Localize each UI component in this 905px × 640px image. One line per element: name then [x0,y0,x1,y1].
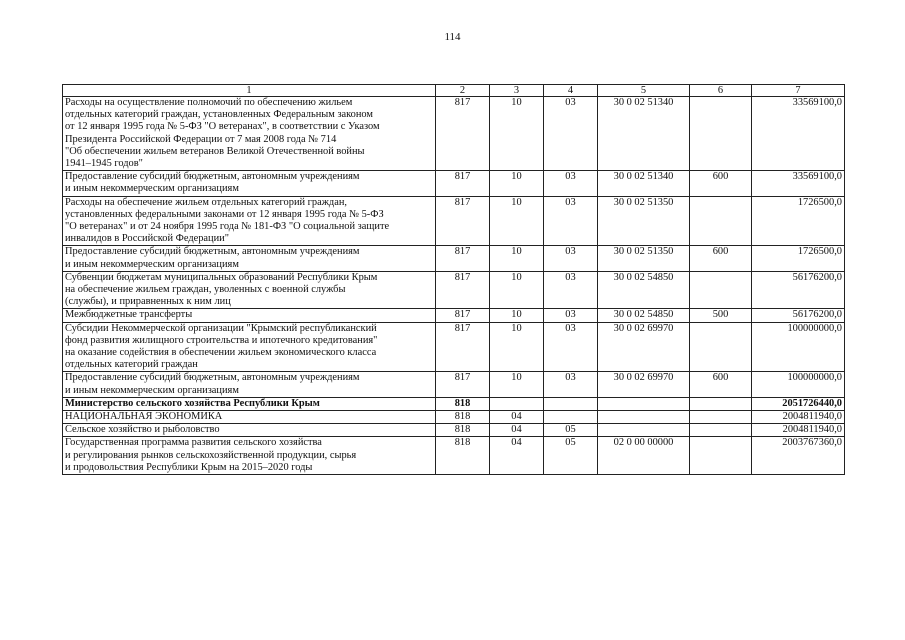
item-name-cell [63,246,436,271]
subsection-code-cell: 03 [544,97,598,171]
item-name-line: и регулирования рынков сельскохозяйственной продукции, сырья [65,449,357,461]
amount-cell: 1726500,0 [752,196,845,246]
subsection-code-cell: 03 [544,309,598,322]
amount-cell: 100000000,0 [752,372,845,397]
item-name-line: на обеспечение жильем граждан, уволенных с военной службы [65,284,346,296]
target-article-cell: 30 0 02 69970 [598,322,690,372]
amount-cell: 2004811940,0 [752,424,845,437]
item-name-line: Субсидии Некоммерческой организации "Крымский республиканский [65,322,377,334]
header-row [63,85,845,97]
item-name-line: Расходы на обеспечение жильем отдельных категорий граждан, [65,196,347,208]
section-code-cell: 10 [490,171,544,196]
target-article-cell: 30 0 02 51350 [598,246,690,271]
item-name-line: Субвенции бюджетам муниципальных образований Республики Крым [65,271,378,283]
item-name-line: Межбюджетные трансферты [65,309,193,321]
section-code-cell: 10 [490,322,544,372]
column-header: 3 [490,85,544,97]
page-number: 114 [444,31,461,43]
item-name-line: и продовольствия Республики Крым на 2015–2020 годы [65,461,313,473]
amount-cell: 2051726440,0 [752,397,845,410]
amount-cell: 56176200,0 [752,309,845,322]
item-name-line: инвалидов в Российской Федерации" [65,233,229,245]
subsection-code-cell: 03 [544,246,598,271]
subsection-code-cell: 03 [544,271,598,309]
ministry-code-cell: 817 [436,171,490,196]
item-name-cell [63,171,436,196]
ministry-code-cell: 818 [436,411,490,424]
table-row [63,246,845,271]
budget-table [62,84,845,475]
expense-type-cell [690,411,752,424]
target-article-cell: 30 0 02 51350 [598,196,690,246]
expense-type-cell [690,97,752,171]
item-name-line: Предоставление субсидий бюджетным, автономным учреждениям [65,246,360,258]
target-article-cell: 30 0 02 51340 [598,97,690,171]
item-name-line: Расходы на осуществление полномочий по обеспечению жильем [65,97,353,108]
expense-type-cell: 500 [690,309,752,322]
item-name-cell [63,411,436,424]
item-name-line: (службы), и приравненных к ним лиц [65,296,231,308]
subsection-code-cell: 05 [544,437,598,475]
item-name-cell [63,309,436,322]
ministry-code-cell: 817 [436,246,490,271]
table-row [63,424,845,437]
section-code-cell [490,397,544,410]
table-row [63,322,845,372]
amount-cell: 100000000,0 [752,322,845,372]
item-name-line: Государственная программа развития сельского хозяйства [65,437,322,449]
table-row [63,411,845,424]
item-name-line: и иным некоммерческим организациям [65,258,239,270]
target-article-cell [598,411,690,424]
item-name-line: установленных федеральными законами от 12 января 1995 года № 5-ФЗ [65,208,384,220]
column-header: 7 [752,85,845,97]
section-code-cell: 10 [490,271,544,309]
subsection-code-cell [544,397,598,410]
target-article-cell: 30 0 02 54850 [598,309,690,322]
subsection-code-cell: 03 [544,171,598,196]
item-name-line: Предоставление субсидий бюджетным, автономным учреждениям [65,372,360,384]
expense-type-cell [690,322,752,372]
ministry-code-cell: 817 [436,97,490,171]
column-header: 2 [436,85,490,97]
expense-type-cell: 600 [690,372,752,397]
item-name-cell [63,397,436,410]
column-header: 5 [598,85,690,97]
amount-cell: 2004811940,0 [752,411,845,424]
table-row [63,372,845,397]
column-header: 1 [63,85,436,97]
table-row [63,171,845,196]
ministry-code-cell: 818 [436,437,490,475]
section-code-cell: 04 [490,437,544,475]
subsection-code-cell [544,411,598,424]
ministry-code-cell: 818 [436,424,490,437]
item-name-line: 1941–1945 годов" [65,158,143,170]
section-code-cell: 04 [490,424,544,437]
amount-cell: 2003767360,0 [752,437,845,475]
table-row [63,97,845,171]
item-name-line: от 12 января 1995 года № 5-ФЗ "О ветеранах", в соответствии с Указом [65,121,380,133]
table-row [63,196,845,246]
target-article-cell [598,424,690,437]
target-article-cell: 30 0 02 51340 [598,171,690,196]
item-name-cell [63,424,436,437]
ministry-code-cell: 818 [436,397,490,410]
ministry-code-cell: 817 [436,372,490,397]
ministry-code-cell: 817 [436,309,490,322]
amount-cell: 1726500,0 [752,246,845,271]
ministry-code-cell: 817 [436,271,490,309]
item-name-cell [63,271,436,309]
section-code-cell: 10 [490,372,544,397]
item-name-line: "О ветеранах" и от 24 ноября 1995 года № 181-ФЗ "О социальной защите [65,221,390,233]
item-name-line: Предоставление субсидий бюджетным, автономным учреждениям [65,171,360,183]
target-article-cell: 30 0 02 69970 [598,372,690,397]
expense-type-cell [690,437,752,475]
item-name-line: и иным некоммерческим организациям [65,384,239,396]
item-name-line: Сельское хозяйство и рыболовство [65,424,220,436]
item-name-cell [63,372,436,397]
section-code-cell: 10 [490,97,544,171]
section-code-cell: 10 [490,196,544,246]
item-name-line: НАЦИОНАЛЬНАЯ ЭКОНОМИКА [65,411,223,423]
subsection-code-cell: 03 [544,196,598,246]
target-article-cell [598,397,690,410]
expense-type-cell [690,397,752,410]
item-name-cell [63,196,436,246]
ministry-code-cell: 817 [436,322,490,372]
ministry-code-cell: 817 [436,196,490,246]
expense-type-cell [690,196,752,246]
item-name-line: отдельных категорий граждан [65,359,198,371]
item-name-line: Президента Российской Федерации от 7 мая 2008 года № 714 [65,133,337,145]
item-name-line: отдельных категорий граждан, установленных Федеральным законом [65,109,374,121]
expense-type-cell: 600 [690,171,752,196]
table-row [63,309,845,322]
expense-type-cell [690,271,752,309]
amount-cell: 33569100,0 [752,97,845,171]
item-name-line: фонд развития жилищного строительства и ипотечного кредитования" [65,334,378,346]
section-code-cell: 10 [490,246,544,271]
subsection-code-cell: 03 [544,322,598,372]
item-name-cell [63,97,436,171]
target-article-cell: 30 0 02 54850 [598,271,690,309]
item-name-line: и иным некоммерческим организациям [65,183,239,195]
section-code-cell: 10 [490,309,544,322]
expense-type-cell: 600 [690,246,752,271]
item-name-line: на оказание содействия в обеспечении жильем экономического класса [65,347,377,359]
item-name-cell [63,322,436,372]
item-name-line: Министерство сельского хозяйства Республики Крым [65,397,320,409]
table-row [63,437,845,475]
table-row [63,271,845,309]
section-code-cell: 04 [490,411,544,424]
item-name-line: "Об обеспечении жильем ветеранов Великой Отечественной войны [65,145,365,157]
target-article-cell: 02 0 00 00000 [598,437,690,475]
amount-cell: 33569100,0 [752,171,845,196]
column-header: 4 [544,85,598,97]
subsection-code-cell: 05 [544,424,598,437]
subsection-code-cell: 03 [544,372,598,397]
column-header: 6 [690,85,752,97]
amount-cell: 56176200,0 [752,271,845,309]
expense-type-cell [690,424,752,437]
table-row [63,397,845,410]
item-name-cell [63,437,436,475]
